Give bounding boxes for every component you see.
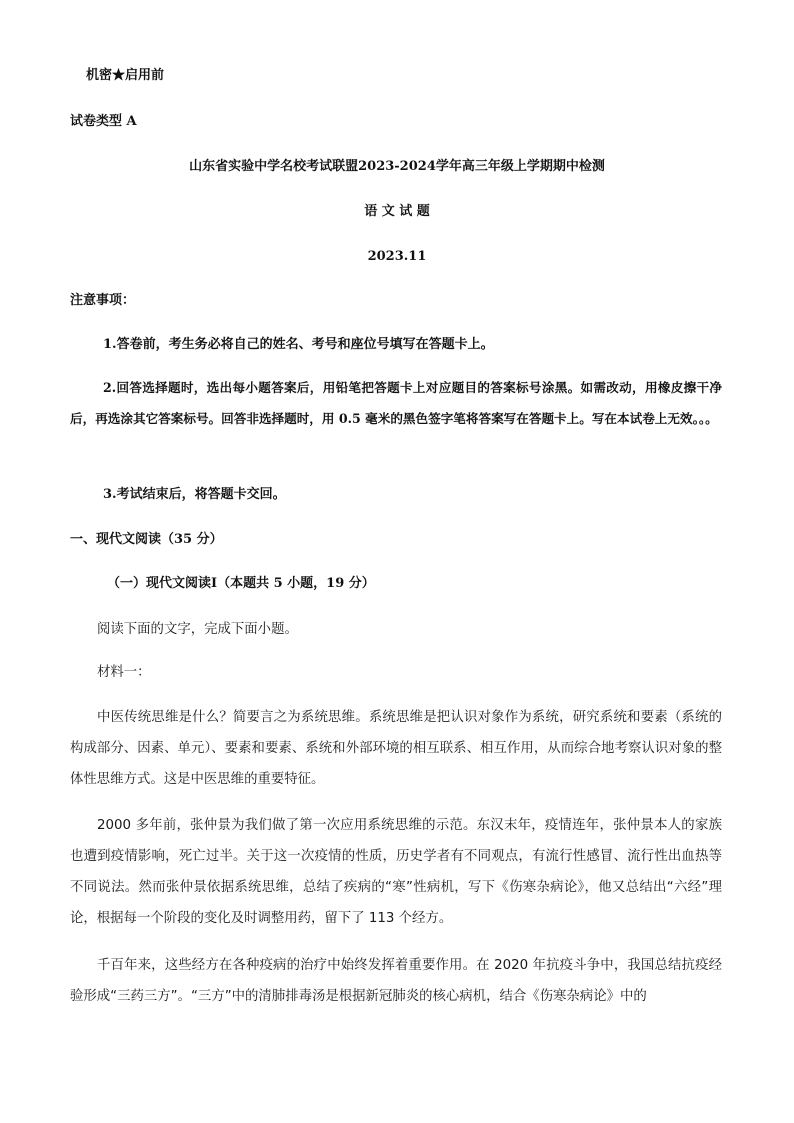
subject-title: 语 文 试 题: [364, 204, 430, 219]
section-title: 一、现代文阅读（35 分）: [70, 532, 223, 547]
exam-date: 2023.11: [367, 249, 427, 264]
paper-type-label: 试卷类型 A: [70, 114, 137, 129]
subsection-title: （一）现代文阅读Ⅰ（本题共 5 小题，19 分）: [107, 576, 375, 591]
notice-heading: 注意事项：: [70, 293, 136, 308]
notice-item-2: 2.回答选择题时，选出每小题答案后，用铅笔把答题卡上对应题目的答案标号涂黑。如需改动，用橡皮擦干净后，再选涂其它答案标号。回答非选择题时，用 0.5 毫米的黑色签字笔将答案写在答题卡上。写在本试卷上无效。。。: [70, 380, 722, 426]
instruction-text: 阅读下面的文字，完成下面小题。: [97, 622, 298, 637]
notice-item-3: 3.考试结束后，将答题卡交回。: [103, 487, 286, 502]
material-paragraph-2: 2000 多年前，张仲景为我们做了第一次应用系统思维的示范。东汉末年，疫情连年，张仲景本人的家族也遭到疫情影响，死亡过半。关于这一次疫情的性质，历史学者有不同观点，有流行性感冒、流行性出血热等不同说法。然而张仲景依据系统思维，总结了疾病的“寒”性病机，写下《伤寒杂病论》，他又总结出“六经”理论，根据每一个阶段的变化及时调整用药，留下了 113 个经方。: [70, 818, 722, 926]
material-paragraph-1: 中医传统思维是什么？简要言之为系统思维。系统思维是把认识对象作为系统，研究系统和要素（系统的构成部分、因素、单元）、要素和要素、系统和外部环境的相互联系、相互作用，从而综合地考察认识对象的整体性思维方式。这是中医思维的重要特征。: [70, 710, 722, 787]
confidential-label: 机密★启用前: [86, 68, 165, 83]
exam-title: 山东省实验中学名校考试联盟2023-2024学年高三年级上学期期中检测: [189, 159, 605, 174]
material-paragraph-3: 千百年来，这些经方在各种疫病的治疗中始终发挥着重要作用。在 2020 年抗疫斗争中，我国总结抗疫经验形成“三药三方”。“三方”中的清肺排毒汤是根据新冠肺炎的核心病机，结合《伤寒杂病论》中的: [70, 958, 722, 1004]
material-label: 材料一：: [97, 665, 151, 680]
notice-item-1: 1.答卷前，考生务必将自己的姓名、考号和座位号填写在答题卡上。: [103, 337, 494, 352]
